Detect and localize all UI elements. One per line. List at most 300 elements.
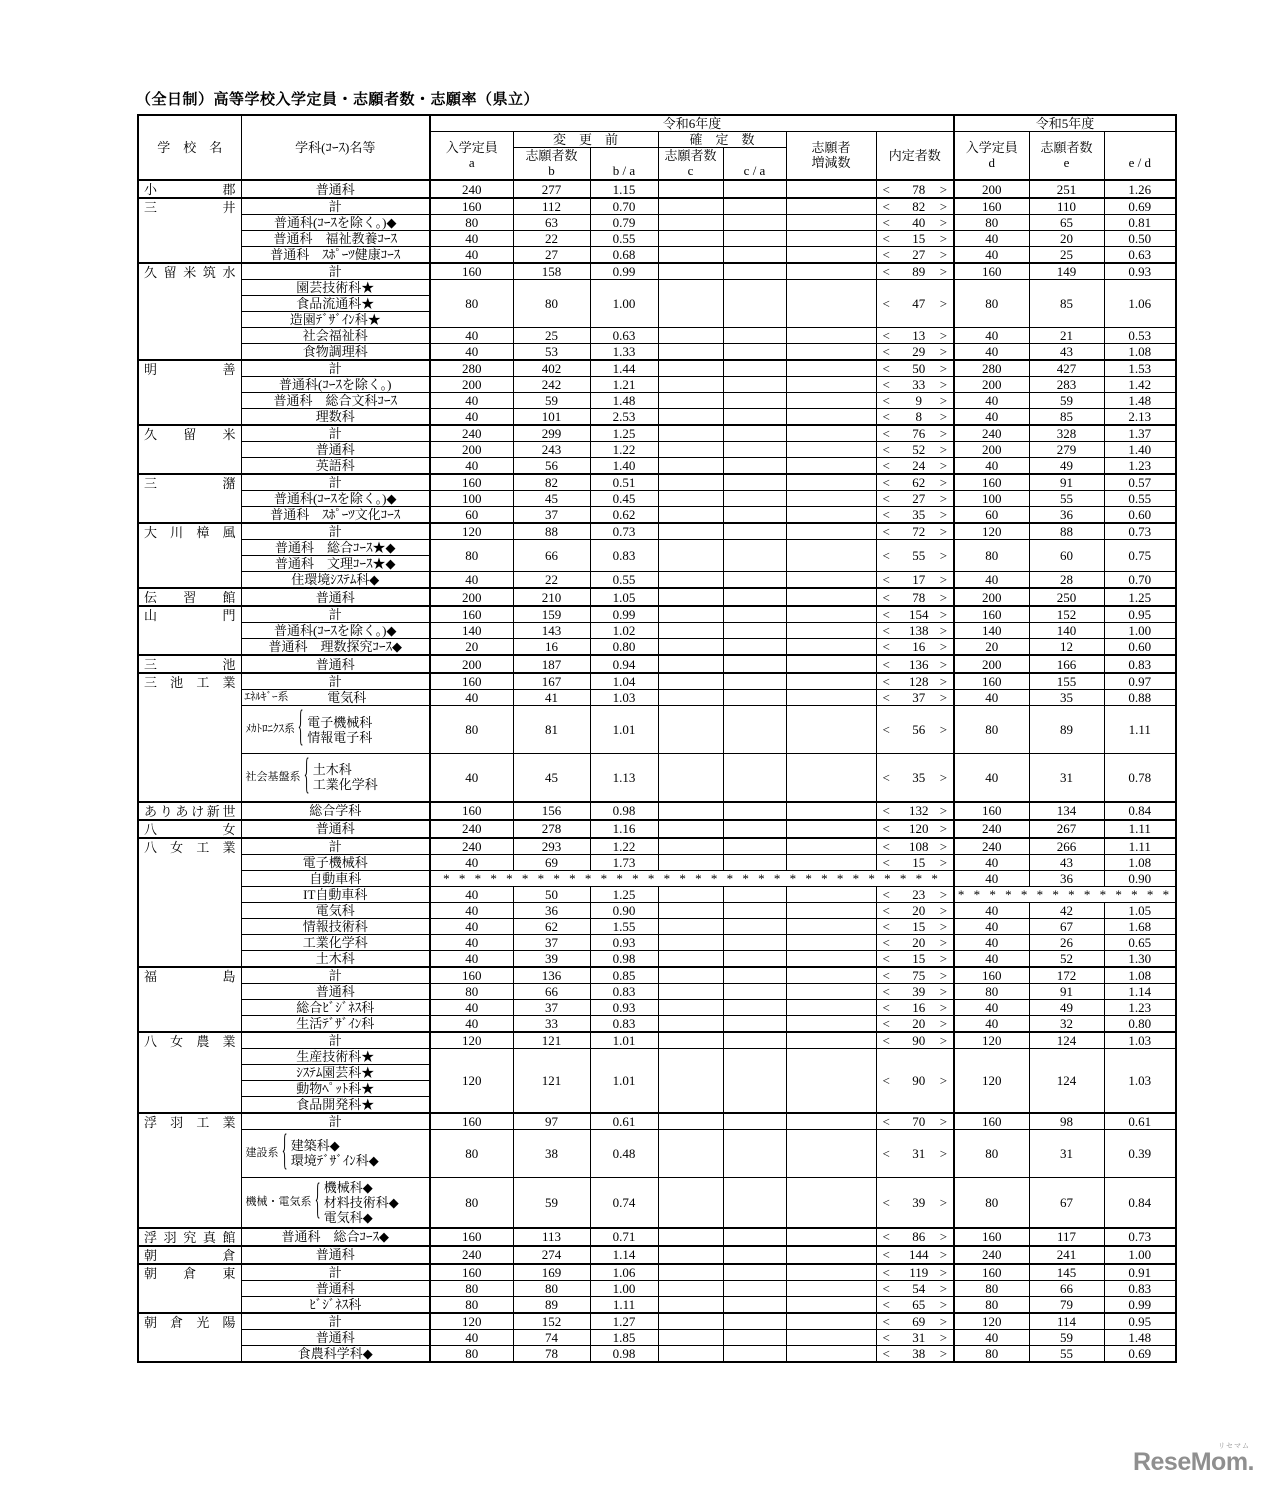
angle-left: <: [882, 524, 890, 539]
cell-ratio-ba: 1.22: [590, 442, 658, 458]
cell-ratio-ca: [723, 902, 786, 918]
cell-ratio-ed: 0.81: [1104, 215, 1176, 231]
cell-applicant-change: [786, 215, 876, 231]
naitei-value: 35: [912, 769, 926, 785]
cell-capacity-a: 160: [430, 967, 513, 984]
cell-naitei: [876, 802, 954, 820]
angle-left: <: [882, 409, 890, 424]
cell-capacity-d: 40: [954, 918, 1029, 934]
cell-applicants-b: 274: [513, 1246, 590, 1264]
cell-capacity-a: 80: [430, 1129, 513, 1177]
angle-right: >: [939, 199, 948, 214]
cell-applicant-change: [786, 572, 876, 589]
naitei-value: 154: [909, 607, 929, 622]
cell-ratio-ba: 0.55: [590, 231, 658, 247]
angle-left: <: [882, 589, 890, 605]
table-row: [138, 1048, 1176, 1064]
cell-capacity-d: 40: [954, 1015, 1029, 1032]
cell-ratio-ba: 1.15: [590, 180, 658, 198]
cell-applicants-e: 85: [1029, 409, 1104, 426]
cell-ratio-ba: 1.25: [590, 886, 658, 902]
angle-left: <: [882, 1145, 890, 1161]
cell-capacity-a: 40: [430, 918, 513, 934]
cell-applicants-e: 28: [1029, 572, 1104, 589]
angle-right: >: [939, 589, 948, 605]
cell-applicant-change: [786, 247, 876, 264]
cell-naitei: [876, 263, 954, 280]
dept-name-cell: 普通科: [241, 1246, 430, 1264]
cell-applicants-c: [658, 231, 723, 247]
naitei-value: 39: [912, 1194, 926, 1210]
cell-capacity-d: 40: [954, 458, 1029, 475]
cell-capacity-a: 200: [430, 377, 513, 393]
cell-applicants-b: 158: [513, 263, 590, 280]
cell-ratio-ca: [723, 754, 786, 802]
school-name-cell: 久留米: [138, 425, 241, 474]
naitei-value: 56: [912, 722, 926, 737]
table-row: [138, 198, 1176, 215]
cell-capacity-d: 40: [954, 393, 1029, 409]
angle-right: >: [939, 426, 948, 441]
cell-applicants-e: 55: [1029, 1345, 1104, 1362]
dept-name: 環境ﾃﾞｻﾞｲﾝ科◆: [290, 1153, 379, 1168]
cell-ratio-ed: 0.99: [1104, 1296, 1176, 1313]
angle-right: >: [939, 548, 948, 563]
cell-naitei: [876, 523, 954, 540]
cell-naitei: [876, 231, 954, 247]
cell-ratio-ba: 0.71: [590, 1228, 658, 1246]
naitei-value: 119: [909, 1264, 929, 1280]
cell-applicants-c: [658, 215, 723, 231]
naitei-value: 72: [912, 524, 926, 539]
cell-ratio-ca: [723, 854, 786, 870]
table-row: [138, 1032, 1176, 1049]
cell-applicants-b: 210: [513, 588, 590, 606]
naitei-value: 38: [912, 1345, 926, 1361]
cell-applicant-change: [786, 1177, 876, 1228]
naitei-value: 128: [909, 674, 929, 689]
cell-capacity-a: 40: [430, 247, 513, 264]
cell-capacity-a: 40: [430, 690, 513, 706]
cell-applicants-b: 293: [513, 838, 590, 855]
cell-ratio-ed: 1.11: [1104, 820, 1176, 838]
cell-applicants-b: 159: [513, 606, 590, 623]
resemom-logo-ruby: リセマム: [1218, 1443, 1250, 1450]
naitei-value: 39: [912, 983, 926, 999]
naitei-value: 70: [912, 1113, 926, 1129]
cell-ratio-ca: [723, 198, 786, 215]
cell-capacity-a: 240: [430, 820, 513, 838]
dept-name-cell: 普通科: [241, 442, 430, 458]
cell-applicants-b: 22: [513, 572, 590, 589]
cell-capacity-d: 80: [954, 1280, 1029, 1296]
dept-name-cell: 普通科: [241, 655, 430, 673]
angle-right: >: [939, 1072, 948, 1088]
cell-capacity-d: 40: [954, 572, 1029, 589]
col-header-applicants-c: 志願者数 c: [658, 148, 723, 181]
cell-naitei: [876, 377, 954, 393]
cell-ratio-ca: [723, 1280, 786, 1296]
cell-capacity-d: 40: [954, 950, 1029, 967]
cell-applicant-change: [786, 1015, 876, 1032]
dept-name: 工業化学科: [312, 777, 378, 793]
angle-left: <: [882, 231, 890, 246]
naitei-value: 108: [909, 838, 929, 854]
cell-applicants-e: 98: [1029, 1113, 1104, 1130]
angle-right: >: [939, 1345, 948, 1361]
naitei-value: 65: [912, 1296, 926, 1312]
system-label: ﾒｶﾄﾛﾆｸｽ系: [245, 723, 295, 735]
naitei-value: 31: [912, 1145, 926, 1161]
cell-ratio-ba: 0.98: [590, 1345, 658, 1362]
cell-applicants-c: [658, 639, 723, 656]
cell-applicants-e: 85: [1029, 280, 1104, 328]
school-name-cell: 八女農業: [138, 1032, 241, 1113]
cell-ratio-ba: 1.14: [590, 1246, 658, 1264]
cell-applicant-change: [786, 360, 876, 377]
cell-capacity-d: 80: [954, 1177, 1029, 1228]
dept-name-cell: 普通科(ｺｰｽを除く。): [241, 377, 430, 393]
cell-ratio-ca: [723, 1313, 786, 1330]
cell-capacity-a: 200: [430, 442, 513, 458]
cell-capacity-d: 40: [954, 854, 1029, 870]
cell-capacity-a: 120: [430, 1032, 513, 1049]
cell-ratio-ed: 0.91: [1104, 1264, 1176, 1281]
dept-name-cell: 計: [241, 838, 430, 855]
angle-right: >: [939, 328, 948, 343]
angle-right: >: [939, 639, 948, 654]
cell-applicants-e: 25: [1029, 247, 1104, 264]
col-header-before-change: 変 更 前: [513, 132, 658, 148]
cell-applicants-e: 91: [1029, 983, 1104, 999]
cell-applicants-c: [658, 198, 723, 215]
naitei-value: 138: [909, 623, 929, 638]
cell-applicants-b: 82: [513, 474, 590, 491]
cell-applicants-b: 53: [513, 344, 590, 361]
cell-capacity-a: 160: [430, 474, 513, 491]
cell-capacity-a: 100: [430, 491, 513, 507]
cell-applicants-e: 91: [1029, 474, 1104, 491]
cell-ratio-ca: [723, 802, 786, 820]
brace-icon: {: [281, 1129, 287, 1175]
cell-applicant-change: [786, 231, 876, 247]
dept-name: 土木科: [312, 762, 352, 778]
cell-ratio-ba: 1.85: [590, 1329, 658, 1345]
cell-applicants-b: 25: [513, 328, 590, 344]
cell-applicants-b: 78: [513, 1345, 590, 1362]
angle-right: >: [939, 902, 948, 918]
cell-capacity-d: 120: [954, 523, 1029, 540]
cell-applicants-c: [658, 967, 723, 984]
cell-naitei: [876, 1048, 954, 1113]
cell-ratio-ba: 0.93: [590, 999, 658, 1015]
angle-right: >: [939, 377, 948, 392]
cell-applicants-b: 56: [513, 458, 590, 475]
cell-applicants-c: [658, 623, 723, 639]
col-header-dept: 学科(ｺｰｽ)名等: [241, 115, 430, 180]
dept-name: 電気科◆: [323, 1209, 373, 1225]
cell-applicant-change: [786, 491, 876, 507]
angle-right: >: [939, 1194, 948, 1210]
cell-naitei: [876, 425, 954, 442]
cell-applicants-b: 143: [513, 623, 590, 639]
cell-applicants-c: [658, 706, 723, 754]
cell-applicant-change: [786, 1129, 876, 1177]
school-name-cell: 三潴: [138, 474, 241, 523]
dept-name-cell: ｼｽﾃﾑ園芸科★: [241, 1064, 430, 1080]
cell-capacity-a: 80: [430, 215, 513, 231]
dept-name-cell: 食品開発科★: [241, 1096, 430, 1113]
cell-capacity-d: 40: [954, 690, 1029, 706]
cell-applicants-b: 113: [513, 1228, 590, 1246]
angle-left: <: [882, 1072, 890, 1088]
cell-capacity-d: 80: [954, 1345, 1029, 1362]
angle-left: <: [882, 934, 890, 950]
angle-right: >: [939, 607, 948, 622]
naitei-value: 90: [912, 1072, 926, 1088]
cell-applicants-e: 43: [1029, 854, 1104, 870]
cell-applicants-c: [658, 1032, 723, 1049]
dept-name-cell: 理数科: [241, 409, 430, 426]
angle-right: >: [939, 918, 948, 934]
naitei-value: 9: [915, 393, 923, 408]
cell-applicants-b: 45: [513, 491, 590, 507]
cell-capacity-a: 40: [430, 458, 513, 475]
dept-name: 情報電子科: [307, 729, 373, 745]
cell-ratio-ed: 0.50: [1104, 231, 1176, 247]
table-row: [138, 215, 1176, 231]
naitei-value: 8: [915, 409, 923, 424]
naitei-value: 50: [912, 361, 926, 376]
cell-capacity-d: 80: [954, 1296, 1029, 1313]
cell-applicants-b: 59: [513, 393, 590, 409]
naitei-value: 132: [909, 803, 929, 818]
angle-left: <: [882, 656, 890, 672]
naitei-value: 76: [912, 426, 926, 441]
cell-naitei: [876, 442, 954, 458]
cell-applicants-c: [658, 1113, 723, 1130]
angle-right: >: [939, 1329, 948, 1345]
cell-applicants-b: 37: [513, 934, 590, 950]
angle-left: <: [882, 1113, 890, 1129]
table-row: [138, 540, 1176, 556]
cell-ratio-ed: 1.37: [1104, 425, 1176, 442]
table-row: [138, 263, 1176, 280]
cell-ratio-ba: 0.62: [590, 507, 658, 524]
cell-ratio-ba: 1.40: [590, 458, 658, 475]
cell-ratio-ed: 2.13: [1104, 409, 1176, 426]
table-row: [138, 523, 1176, 540]
dept-name-cell: 土木科: [241, 950, 430, 967]
cell-applicant-change: [786, 393, 876, 409]
angle-left: <: [882, 296, 890, 311]
cell-ratio-ca: [723, 1296, 786, 1313]
cell-capacity-a: 120: [430, 1048, 513, 1113]
dept-name-cell: 普通科: [241, 588, 430, 606]
cell-ratio-ca: [723, 690, 786, 706]
col-header-applicants-b: 志願者数 b: [513, 148, 590, 181]
cell-applicants-b: 187: [513, 655, 590, 673]
cell-capacity-d: 80: [954, 1129, 1029, 1177]
cell-ratio-ba: 2.53: [590, 409, 658, 426]
cell-applicants-e: 283: [1029, 377, 1104, 393]
dept-name-cell: 計: [241, 1313, 430, 1330]
cell-applicants-c: [658, 1048, 723, 1113]
cell-ratio-ca: [723, 344, 786, 361]
col-header-ed-ratio: e / d: [1104, 132, 1176, 181]
cell-ratio-ed: 0.60: [1104, 507, 1176, 524]
cell-ratio-ca: [723, 1048, 786, 1113]
cell-ratio-ba: 0.83: [590, 983, 658, 999]
table-row: [138, 1264, 1176, 1281]
cell-applicants-b: 152: [513, 1313, 590, 1330]
dept-name-cell: 造園ﾃﾞｻﾞｲﾝ科★: [241, 312, 430, 328]
cell-applicants-b: 101: [513, 409, 590, 426]
table-row: [138, 854, 1176, 870]
dept-name-cell: 普通科 ｽﾎﾟｰﾂ健康ｺｰｽ: [241, 247, 430, 264]
cell-ratio-ca: [723, 409, 786, 426]
col-header-school: 学 校 名: [138, 115, 241, 180]
angle-left: <: [882, 967, 890, 983]
col-header-capacity-a: 入学定員 a: [430, 132, 513, 181]
cell-naitei: [876, 1313, 954, 1330]
angle-right: >: [939, 507, 948, 522]
cell-ratio-ba: 1.48: [590, 393, 658, 409]
system-label: 建設系: [245, 1146, 279, 1159]
col-header-applicants-e: 志願者数 e: [1029, 132, 1104, 181]
cell-applicants-c: [658, 540, 723, 572]
cell-capacity-a: 160: [430, 1113, 513, 1130]
dept-name-cell: 普通科 総合ｺｰｽ★◆: [241, 540, 430, 556]
cell-applicants-c: [658, 263, 723, 280]
cell-naitei: [876, 507, 954, 524]
cell-naitei: [876, 934, 954, 950]
cell-applicant-change: [786, 1246, 876, 1264]
cell-ratio-ed: 1.03: [1104, 1048, 1176, 1113]
naitei-value: 35: [912, 507, 926, 522]
cell-ratio-ed: 1.11: [1104, 838, 1176, 855]
angle-left: <: [882, 181, 890, 197]
brace-icon: {: [297, 705, 304, 752]
dept-name-cell: 工業化学科: [241, 934, 430, 950]
cell-ratio-ba: 0.74: [590, 1177, 658, 1228]
cell-applicants-b: 97: [513, 1113, 590, 1130]
angle-left: <: [882, 393, 890, 408]
cell-applicants-c: [658, 886, 723, 902]
cell-ratio-ed: 1.11: [1104, 706, 1176, 754]
cell-capacity-d: 160: [954, 263, 1029, 280]
cell-naitei: [876, 690, 954, 706]
cell-naitei: [876, 706, 954, 754]
cell-ratio-ed: 0.78: [1104, 754, 1176, 802]
cell-applicants-e: 31: [1029, 1129, 1104, 1177]
dept-name-cell: 普通科: [241, 180, 430, 198]
cell-applicant-change: [786, 442, 876, 458]
cell-naitei: [876, 572, 954, 589]
school-name-cell: 朝倉東: [138, 1264, 241, 1313]
cell-applicant-change: [786, 655, 876, 673]
cell-ratio-ed: 0.83: [1104, 655, 1176, 673]
cell-ratio-ba: 1.27: [590, 1313, 658, 1330]
cell-ratio-ba: 0.45: [590, 491, 658, 507]
angle-right: >: [939, 821, 948, 836]
cell-naitei: [876, 344, 954, 361]
angle-right: >: [939, 854, 948, 870]
cell-ratio-ba: 0.68: [590, 247, 658, 264]
table-row: [138, 934, 1176, 950]
cell-applicants-b: 88: [513, 523, 590, 540]
cell-applicants-e: 134: [1029, 802, 1104, 820]
angle-left: <: [882, 983, 890, 999]
angle-right: >: [939, 361, 948, 376]
cell-applicant-change: [786, 507, 876, 524]
table-row: [138, 606, 1176, 623]
angle-left: <: [882, 999, 890, 1015]
cell-ratio-ca: [723, 999, 786, 1015]
dept-name-cell: 園芸技術科★: [241, 280, 430, 296]
cell-applicants-e: 42: [1029, 902, 1104, 918]
cell-applicants-e: 20: [1029, 231, 1104, 247]
table-row: [138, 802, 1176, 820]
cell-naitei: [876, 886, 954, 902]
cell-applicant-change: [786, 1264, 876, 1281]
cell-applicants-c: [658, 247, 723, 264]
cell-naitei: [876, 328, 954, 344]
cell-naitei: [876, 673, 954, 690]
cell-capacity-a: 40: [430, 409, 513, 426]
cell-naitei: [876, 247, 954, 264]
cell-ratio-ba: 1.01: [590, 1032, 658, 1049]
cell-ratio-ed: 1.40: [1104, 442, 1176, 458]
cell-applicant-change: [786, 409, 876, 426]
cell-ratio-ca: [723, 639, 786, 656]
cell-applicant-change: [786, 588, 876, 606]
cell-applicants-e: 250: [1029, 588, 1104, 606]
angle-left: <: [882, 1194, 890, 1210]
cell-applicants-e: 59: [1029, 1329, 1104, 1345]
table-row: [138, 673, 1176, 690]
naitei-value: 13: [912, 328, 926, 343]
naitei-value: 136: [909, 656, 929, 672]
cell-applicants-c: [658, 393, 723, 409]
angle-right: >: [939, 722, 948, 737]
table-row: [138, 393, 1176, 409]
angle-right: >: [939, 1280, 948, 1296]
cell-capacity-a: 60: [430, 507, 513, 524]
cell-ratio-ba: 0.99: [590, 606, 658, 623]
table-row: [138, 639, 1176, 656]
cell-applicants-e: 241: [1029, 1246, 1104, 1264]
table-row: [138, 1177, 1176, 1228]
cell-ratio-ed: 1.42: [1104, 377, 1176, 393]
cell-capacity-a: 40: [430, 999, 513, 1015]
cell-applicant-change: [786, 820, 876, 838]
cell-applicants-c: [658, 655, 723, 673]
cell-ratio-ca: [723, 950, 786, 967]
cell-naitei: [876, 639, 954, 656]
cell-ratio-ed: 0.60: [1104, 639, 1176, 656]
table-row: [138, 967, 1176, 984]
cell-applicants-b: 74: [513, 1329, 590, 1345]
cell-applicants-e: 60: [1029, 540, 1104, 572]
dept-name: 材料技術科◆: [323, 1194, 399, 1210]
cell-applicants-c: [658, 1296, 723, 1313]
cell-ratio-ba: 0.98: [590, 950, 658, 967]
brace-icon: {: [314, 1177, 320, 1224]
cell-ratio-ca: [723, 838, 786, 855]
table-row: [138, 491, 1176, 507]
angle-left: <: [882, 442, 890, 457]
